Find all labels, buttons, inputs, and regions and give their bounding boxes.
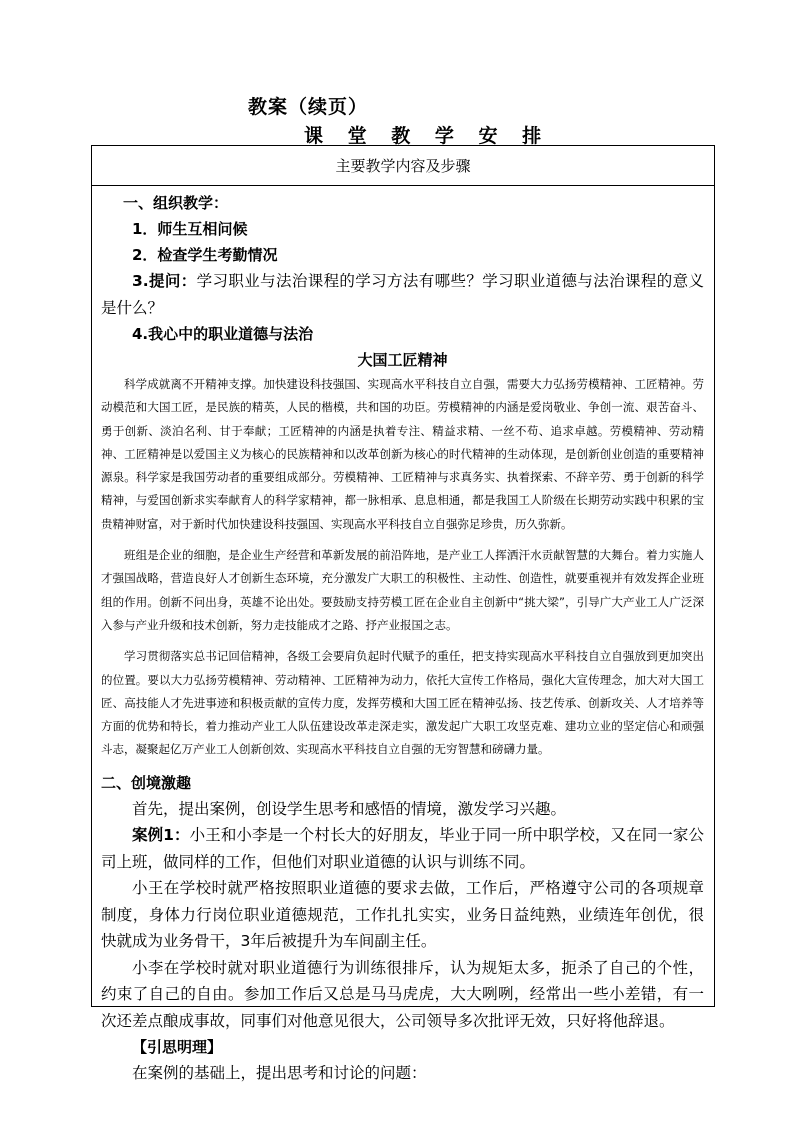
section1-heading: 一、组织教学： <box>123 194 229 212</box>
section1-item2: 2．检查学生考勤情况 <box>132 246 278 264</box>
section2-intro: 首先，提出案例，创设学生思考和感悟的情境，激发学习兴趣。 <box>132 799 567 818</box>
lesson-table <box>91 145 715 1083</box>
section2-heading: 二、创境激趣 <box>101 773 192 792</box>
item3-label: 3.提问： <box>132 272 197 290</box>
page-title: 教案（续页） <box>248 96 369 118</box>
page-subtitle: 课 堂 教 学 安 排 <box>304 125 551 147</box>
article-para-3: 学习贯彻落实总书记回信精神，各级工会要肩负起时代赋予的重任，把支持实现高水平科技自立自强放到更加突出的位置。要以大力弘扬劳模精神、劳动精神、工匠精神为动力，依托大宣传工作格局，强化大宣传理念，加大对大国工匠、高技能人才先进事迹和积极贡献的宣传力度，发挥劳模和大国工匠在精神弘扬、技艺传承、创新攻关、人才培养等方面的优势和特长，着力推动产业工人队伍建设改革走深走实，激发起广大职工攻坚克难、建功立业的坚定信心和顽强斗志，凝聚起亿万产业工人创新创效、实现高水平科技自立自强的无穷智慧和磅礴力量。 <box>101 649 704 757</box>
item3-text: 学习职业与法治课程的学习方法有哪些？学习职业道德与法治课程的意义是什么？ <box>101 272 704 317</box>
reflect-heading: 【引思明理】 <box>132 1038 223 1057</box>
article-title: 大国工匠精神 <box>357 351 448 369</box>
case-wang: 小王在学校时就严格按照职业道德的要求去做，工作后，严格遵守公司的各项规章制度，身体力行岗位职业道德规范，工作扎扎实实，业务日益纯熟，业绩连年创优，很快就成为业务骨干，3年后被提升为车间副主任。 <box>101 879 704 951</box>
reflect-text: 在案例的基础上，提出思考和讨论的问题： <box>132 1064 427 1083</box>
article-para-2: 班组是企业的细胞，是企业生产经营和革新发展的前沿阵地，是产业工人挥洒汗水贡献智慧的大舞台。着力实施人才强国战略，营造良好人才创新生态环境，充分激发广大职工的积极性、主动性、创造性，就要重视并有效发挥企业班组的作用。创新不问出身，英雄不论出处。要鼓励支持劳模工匠在企业自主创新中“挑大梁”，引导广大产业工人广泛深入参与产业升级和技术创新，努力走技能成才之路、抒产业报国之志。 <box>101 548 704 632</box>
section1-item1: 1．师生互相问候 <box>132 220 248 238</box>
article-para-1: 科学成就离不开精神支撑。加快建设科技强国、实现高水平科技自立自强，需要大力弘扬劳模精神、工匠精神。劳动模范和大国工匠，是民族的精英，人民的楷模，共和国的功臣。劳模精神的内涵是爱岗敬业、争创一流、艰苦奋斗、勇于创新、淡泊名利、甘于奉献；工匠精神的内涵是执着专注、精益求精、一丝不苟、追求卓越。劳模精神、劳动精神、工匠精神是以爱国主义为核心的民族精神和以改革创新为核心的时代精神的生动体现，是创新创业创造的重要精神源泉。科学家是我国劳动者的重要组成部分。劳模精神、工匠精神与求真务实、执着探索、不辞辛劳、勇于创新的科学精神，与爱国创新求实奉献育人的科学家精神，都一脉相承、息息相通，都是我国工人阶级在长期劳动实践中积累的宝贵精神财富，对于新时代加快建设科技强国、实现高水平科技自立自强弥足珍贵，历久弥新。 <box>101 377 704 531</box>
lesson-content <box>92 186 714 1087</box>
section1-item3 <box>101 268 704 321</box>
case-1-label: 案例1： <box>132 826 190 845</box>
case-1-text: 小王和小李是一个村长大的好朋友，毕业于同一所中职学校，又在同一家公司上班，做同样的工作，但他们对职业道德的认识与训练不同。 <box>101 826 704 871</box>
case-1 <box>101 822 704 875</box>
case-li: 小李在学校时就对职业道德行为训练很排斥，认为规矩太多，扼杀了自己的个性，约束了自己的自由。参加工作后又总是马马虎虎，大大咧咧，经常出一些小差错，有一次还差点酿成事故，同事们对他意见很大，公司领导多次批评无效，只好将他辞退。 <box>101 958 704 1030</box>
table-column-header: 主要教学内容及步骤 <box>92 146 714 186</box>
section1-item4: 4.我心中的职业道德与法治 <box>132 325 314 343</box>
